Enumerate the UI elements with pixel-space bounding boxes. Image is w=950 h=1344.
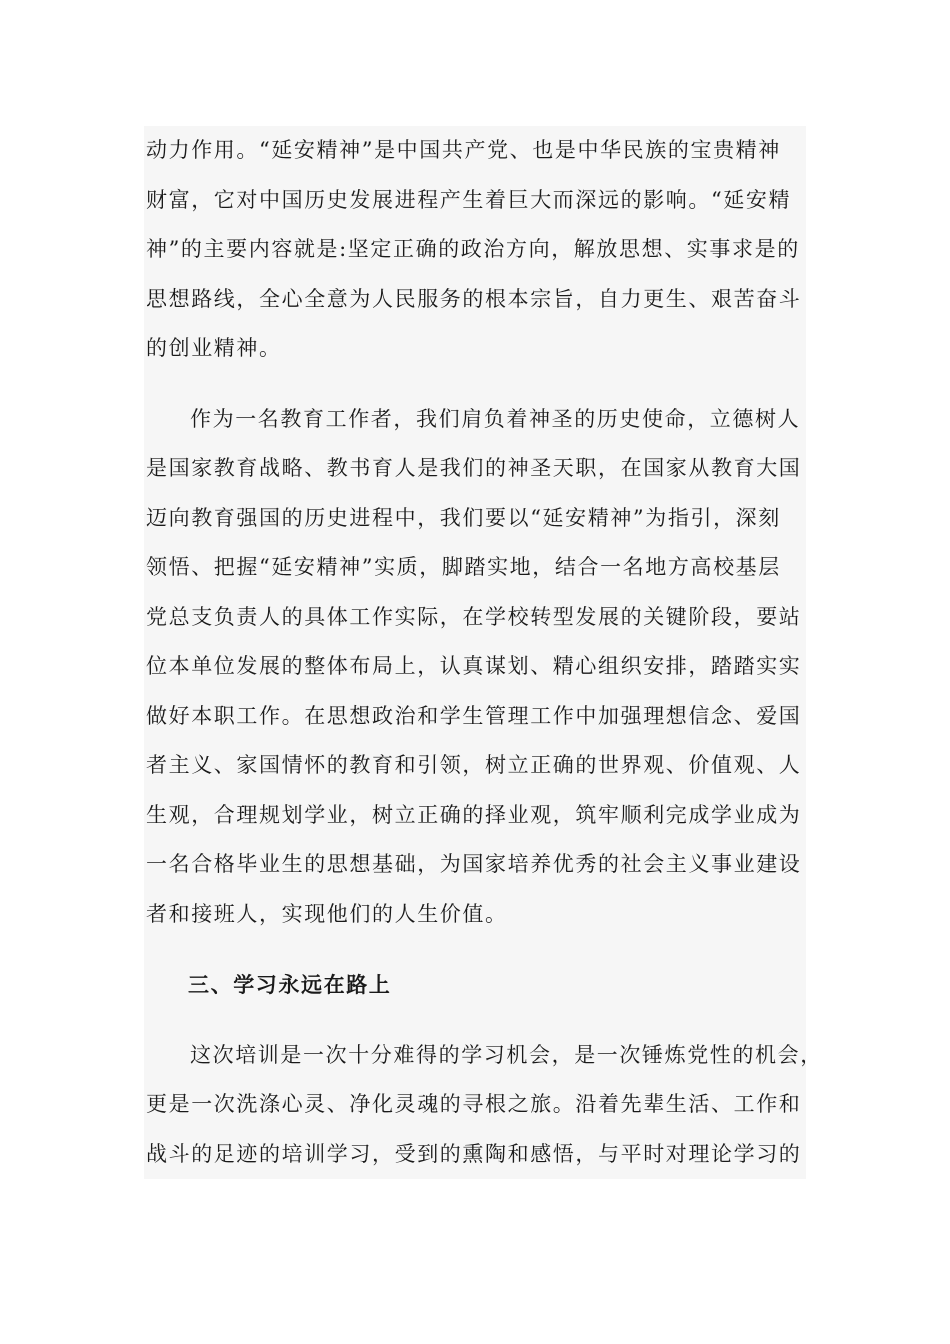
- paragraph-training: [144, 1031, 823, 1180]
- text-line: 做好本职工作。在思想政治和学生管理工作中加强理想信念、爱国: [146, 703, 802, 728]
- paragraph-gap: [144, 939, 806, 960]
- paragraph-gap: [144, 1010, 806, 1031]
- text-line: 动力作用。“延安精神”是中国共产党、也是中华民族的宝贵精神: [146, 138, 781, 162]
- document-page: [144, 126, 823, 1179]
- text-line: 党总支负责人的具体工作实际，在学校转型发展的关键阶段，要站: [146, 604, 802, 629]
- text-line: 一名合格毕业生的思想基础，为国家培养优秀的社会主义事业建设: [146, 852, 802, 876]
- text-line: 作为一名教育工作者，我们肩负着神圣的历史使命，立德树人: [190, 406, 801, 431]
- text-line: 的创业精神。: [146, 336, 282, 360]
- text-line: 生观，合理规划学业，树立正确的择业观，筑牢顺利完成学业成为: [146, 802, 802, 827]
- text-line: 更是一次洗涤心灵、净化灵魂的寻根之旅。沿着先辈生活、工作和: [146, 1092, 802, 1116]
- paragraph-educator: [144, 395, 806, 940]
- text-line: 财富，它对中国历史发展进程产生着巨大而深远的影响。“延安精: [146, 187, 792, 212]
- text-line: 是国家教育战略、教书育人是我们的神圣天职，在国家从教育大国: [146, 456, 802, 480]
- text-line: 这次培训是一次十分难得的学习机会，是一次锤炼党性的机会，: [190, 1042, 823, 1067]
- text-line: 神”的主要内容就是:坚定正确的政治方向，解放思想、实事求是的: [146, 237, 800, 261]
- text-line: 迈向教育强国的历史进程中，我们要以“延安精神”为指引，深刻: [146, 505, 781, 530]
- text-line: 领悟、把握“延安精神”实质，脚踏实地，结合一名地方高校基层: [146, 555, 781, 579]
- paragraph-yanan-spirit: [144, 126, 806, 374]
- text-line: 者主义、家国情怀的教育和引领，树立正确的世界观、价值观、人: [146, 753, 802, 777]
- text-line: 思想路线，全心全意为人民服务的根本宗旨，自力更生、艰苦奋斗: [146, 286, 802, 311]
- text-line: 位本单位发展的整体布局上，认真谋划、精心组织安排，踏踏实实: [146, 654, 802, 678]
- paragraph-gap: [144, 374, 806, 395]
- text-line: 战斗的足迹的培训学习，受到的熏陶和感悟，与平时对理论学习的: [146, 1141, 802, 1166]
- text-line: 者和接班人，实现他们的人生价值。: [146, 901, 508, 926]
- section-heading: 三、学习永远在路上: [144, 960, 806, 1010]
